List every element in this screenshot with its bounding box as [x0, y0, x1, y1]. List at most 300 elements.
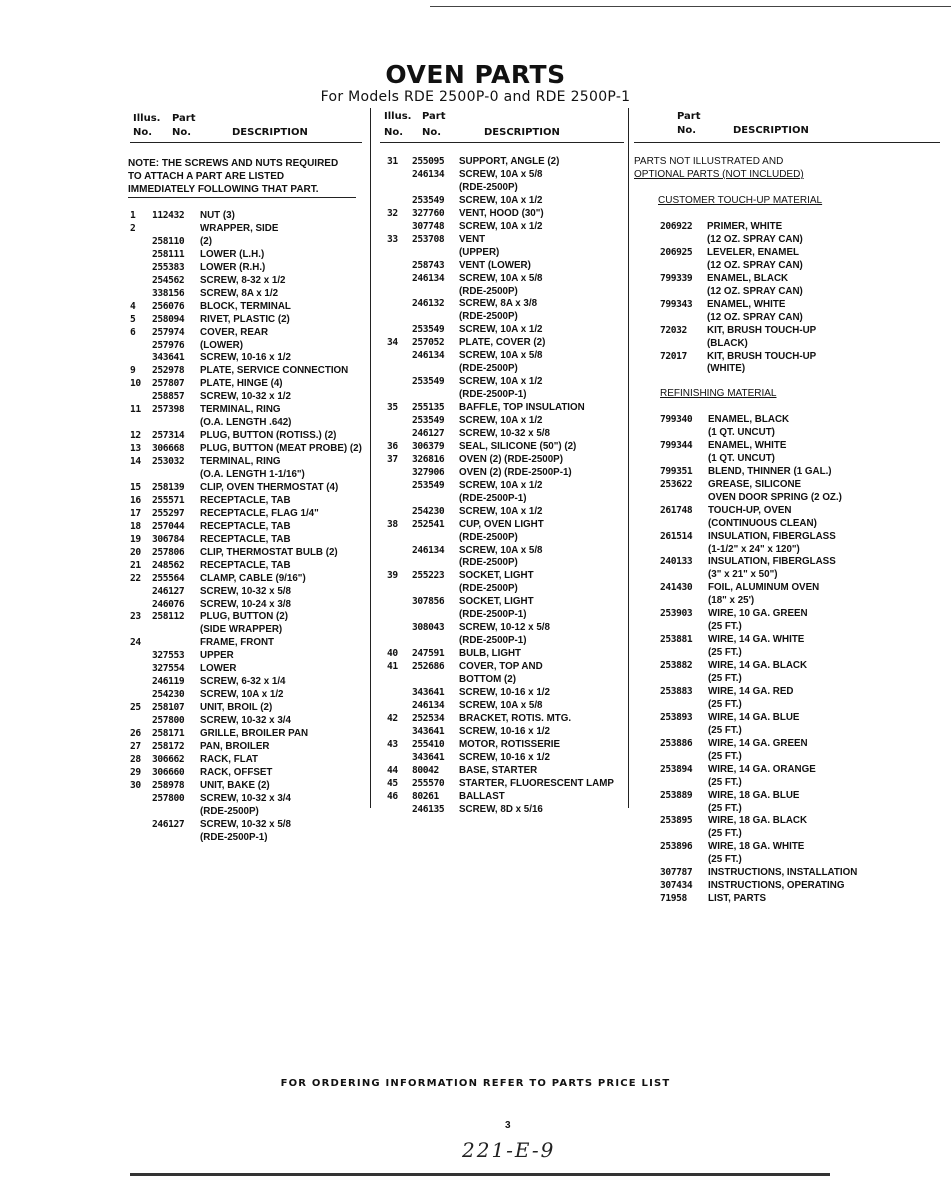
part-number: 338156	[152, 287, 185, 299]
part-number: 254230	[152, 689, 185, 701]
part-description: SCREW, 10A x 1/2	[459, 376, 543, 388]
part-number: 257314	[152, 430, 185, 442]
col3-header-description: DESCRIPTION	[733, 125, 809, 136]
part-description: WRAPPER, SIDE	[200, 222, 279, 234]
part-description: (RDE-2500P)	[459, 557, 518, 569]
part-description: (O.A. LENGTH .642)	[200, 417, 292, 429]
col2-header-description: DESCRIPTION	[484, 127, 560, 138]
part-number: 253622	[660, 478, 693, 490]
part-description: PLUG, BUTTON (ROTISS.) (2)	[200, 430, 337, 442]
part-description: RECEPTACLE, TAB	[200, 533, 291, 545]
part-description: SCREW, 10A x 1/2	[459, 324, 543, 336]
part-description: COVER, REAR	[200, 326, 269, 338]
part-number: 246127	[152, 818, 185, 830]
part-description: SEAL, SILICONE (50") (2)	[459, 440, 577, 452]
part-number: 258139	[152, 481, 185, 493]
part-description: SCREW, 10A x 1/2	[200, 689, 284, 701]
part-description: (RDE-2500P-1)	[200, 831, 268, 843]
part-description: PAN, BROILER	[200, 740, 270, 752]
col3-intro-line-2: OPTIONAL PARTS (NOT INCLUDED)	[634, 169, 804, 180]
part-description: BASE, STARTER	[459, 764, 538, 776]
part-description: (RDE-2500P-1)	[459, 389, 527, 401]
illus-number: 22	[130, 572, 141, 584]
illus-number: 27	[130, 740, 141, 752]
part-description: SCREW, 10-16 x 1/2	[459, 751, 550, 763]
part-number: 246134	[412, 168, 445, 180]
col1-header-description: DESCRIPTION	[232, 127, 308, 138]
part-number: 326816	[412, 453, 445, 465]
part-description: SCREW, 10-32 x 3/4	[200, 715, 291, 727]
part-description: (1-1/2" x 24" x 120")	[708, 543, 800, 555]
part-number: 258110	[152, 235, 185, 247]
part-description: ENAMEL, WHITE	[708, 439, 787, 451]
part-number: 327554	[152, 663, 185, 675]
illus-number: 43	[387, 738, 398, 750]
page-title: OVEN PARTS	[385, 60, 566, 89]
part-description: WIRE, 18 GA. BLUE	[708, 789, 800, 801]
part-description: (25 FT.)	[708, 750, 742, 762]
part-number: 256076	[152, 300, 185, 312]
part-description: (RDE-2500P-1)	[459, 609, 527, 621]
part-description: PLATE, COVER (2)	[459, 337, 546, 349]
part-description: ENAMEL, BLACK	[708, 414, 790, 425]
part-number: 258107	[152, 702, 185, 714]
part-number: 252541	[412, 518, 445, 530]
illus-number: 1	[130, 210, 136, 221]
illus-number: 12	[130, 430, 141, 442]
part-number: 253894	[660, 763, 693, 775]
illus-number: 34	[387, 337, 398, 349]
part-description: WIRE, 14 GA. BLACK	[708, 660, 808, 672]
part-number: 327906	[412, 466, 445, 478]
col3-header-no: No.	[677, 125, 697, 136]
part-description: (25 FT.)	[708, 647, 742, 659]
part-description: SCREW, 10-32 x 5/8	[200, 585, 291, 597]
col1-header-no: No.	[133, 127, 153, 138]
part-number: 258857	[152, 391, 185, 403]
illus-number: 2	[130, 222, 136, 234]
part-description: RIVET, PLASTIC (2)	[200, 313, 290, 325]
part-description: SCREW, 10-24 x 3/8	[200, 598, 291, 610]
part-description: FOIL, ALUMINUM OVEN	[708, 582, 820, 594]
illus-number: 40	[387, 648, 398, 660]
col1-header-illus: Illus.	[133, 113, 161, 124]
illus-number: 36	[387, 440, 398, 452]
part-description: (RDE-2500P-1)	[459, 635, 527, 647]
illus-number: 44	[387, 764, 398, 776]
part-description: PLATE, HINGE (4)	[200, 378, 283, 390]
part-number: 206922	[660, 221, 693, 232]
part-number: 258171	[152, 728, 185, 739]
part-description: LOWER (R.H.)	[200, 261, 266, 273]
col1-header-rule	[130, 142, 362, 143]
part-number: 253549	[412, 415, 445, 426]
part-description: PLUG, BUTTON (2)	[200, 611, 288, 623]
part-description: RECEPTACLE, TAB	[200, 559, 291, 571]
part-number: 253032	[152, 456, 185, 468]
part-description: LOWER (L.H.)	[200, 248, 265, 260]
part-description: COVER, TOP AND	[459, 661, 543, 673]
part-description: SOCKET, LIGHT	[459, 570, 534, 582]
part-description: BALLAST	[459, 790, 505, 802]
col2-header-rule	[380, 142, 624, 143]
part-number: 258978	[152, 779, 185, 791]
illus-number: 39	[387, 570, 398, 582]
part-description: BAFFLE, TOP INSULATION	[459, 402, 585, 414]
part-description: STARTER, FLUORESCENT LAMP	[459, 777, 614, 789]
part-description: SCREW, 8A x 3/8	[459, 298, 538, 310]
part-description: SCREW, 10A x 5/8	[459, 699, 543, 711]
part-description: (25 FT.)	[708, 802, 742, 814]
illus-number: 26	[130, 728, 141, 739]
part-number: 253549	[412, 479, 445, 491]
illus-number: 21	[130, 559, 141, 571]
part-number: 253882	[660, 660, 693, 672]
part-description: SCREW, 10-16 x 1/2	[200, 352, 291, 364]
column-divider-1	[370, 108, 371, 808]
illus-number: 14	[130, 456, 141, 468]
illus-number: 33	[387, 233, 398, 245]
part-description: SOCKET, LIGHT	[459, 596, 534, 608]
illus-number: 20	[130, 546, 141, 558]
part-description: NUT (3)	[200, 210, 235, 221]
part-number: 246127	[412, 427, 445, 439]
part-description: (LOWER)	[200, 339, 243, 351]
illus-number: 35	[387, 402, 398, 414]
part-number: 246134	[412, 350, 445, 362]
part-number: 72017	[660, 350, 687, 362]
illus-number: 6	[130, 326, 136, 338]
part-number: 246127	[152, 585, 185, 597]
part-description: ENAMEL, BLACK	[707, 272, 789, 284]
part-description: SCREW, 10A x 1/2	[459, 194, 543, 206]
part-number: 799351	[660, 465, 693, 477]
illus-number: 4	[130, 300, 136, 312]
part-number: 306668	[152, 443, 185, 455]
part-description: (12 OZ. SPRAY CAN)	[707, 259, 803, 271]
part-description: (18" x 25')	[708, 595, 755, 607]
part-description: RECEPTACLE, TAB	[200, 494, 291, 506]
col1-header-part: Part	[172, 113, 196, 124]
illus-number: 30	[130, 779, 141, 791]
part-number: 255223	[412, 570, 445, 582]
part-description: (RDE-2500P)	[459, 181, 518, 193]
part-description: SCREW, 10A x 1/2	[459, 505, 543, 517]
part-description: (1 QT. UNCUT)	[708, 426, 775, 438]
illus-number: 19	[130, 533, 141, 545]
part-description: (25 FT.)	[708, 673, 742, 684]
bottom-scan-line	[130, 1173, 830, 1176]
part-description: SCREW, 10-32 x 3/4	[200, 792, 291, 804]
illus-number: 25	[130, 702, 141, 714]
part-description: PRIMER, WHITE	[707, 221, 783, 232]
part-description: BULB, LIGHT	[459, 648, 522, 660]
part-description: FRAME, FRONT	[200, 637, 275, 649]
col1-note-line-1: NOTE: THE SCREWS AND NUTS REQUIRED	[128, 158, 339, 169]
part-number: 343641	[412, 751, 445, 763]
part-description: GREASE, SILICONE	[708, 478, 802, 490]
part-number: 255570	[412, 777, 445, 789]
part-number: 253708	[412, 233, 445, 245]
part-description: WIRE, 18 GA. BLACK	[708, 815, 808, 827]
ordering-footer: FOR ORDERING INFORMATION REFER TO PARTS PRICE LIST	[280, 1078, 671, 1089]
part-description: (RDE-2500P)	[459, 285, 518, 297]
illus-number: 31	[387, 156, 398, 167]
part-description: SUPPORT, ANGLE (2)	[459, 156, 560, 167]
part-description: (BLACK)	[707, 337, 748, 349]
part-description: OVEN (2) (RDE-2500P-1)	[459, 466, 572, 478]
part-description: TERMINAL, RING	[200, 456, 281, 468]
top-scan-line	[430, 6, 951, 7]
illus-number: 15	[130, 481, 141, 493]
part-description: VENT, HOOD (30")	[459, 207, 544, 219]
part-number: 255410	[412, 738, 445, 750]
part-description: INSULATION, FIBERGLASS	[708, 530, 836, 542]
handwritten-code: 221-E-9	[462, 1138, 556, 1162]
part-number: 253889	[660, 789, 693, 801]
part-description: (12 OZ. SPRAY CAN)	[707, 311, 803, 323]
col2-header-illus: Illus.	[384, 111, 412, 122]
illus-number: 46	[387, 790, 398, 802]
part-number: 252534	[412, 712, 445, 724]
part-description: PLUG, BUTTON (MEAT PROBE) (2)	[200, 443, 362, 455]
part-number: 255135	[412, 402, 445, 414]
part-description: INSTRUCTIONS, INSTALLATION	[708, 867, 858, 879]
part-description: INSULATION, FIBERGLASS	[708, 556, 836, 568]
part-description: RACK, OFFSET	[200, 766, 273, 778]
part-description: (1 QT. UNCUT)	[708, 452, 775, 464]
part-number: 258172	[152, 740, 185, 752]
part-description: BLOCK, TERMINAL	[200, 300, 291, 312]
part-description: (RDE-2500P)	[459, 531, 518, 543]
col2-header-part: Part	[422, 111, 446, 122]
part-number: 343641	[152, 352, 185, 364]
part-number: 255564	[152, 572, 185, 584]
part-number: 257806	[152, 546, 185, 558]
illus-number: 28	[130, 753, 141, 765]
part-description: SCREW, 10-32 x 1/2	[200, 391, 291, 403]
part-description: ENAMEL, WHITE	[707, 298, 786, 310]
part-description: KIT, BRUSH TOUCH-UP	[707, 350, 817, 362]
part-description: RACK, FLAT	[200, 753, 259, 765]
part-description: WIRE, 14 GA. GREEN	[708, 737, 808, 749]
column-divider-2	[628, 108, 629, 808]
part-number: 258112	[152, 611, 185, 623]
page-subtitle: For Models RDE 2500P-0 and RDE 2500P-1	[320, 89, 631, 105]
part-description: VENT	[459, 233, 486, 245]
illus-number: 41	[387, 661, 398, 673]
illus-number: 24	[130, 637, 141, 649]
part-number: 253903	[660, 608, 693, 620]
part-number: 112432	[152, 210, 185, 221]
part-description: LOWER	[200, 663, 237, 675]
illus-number: 17	[130, 507, 141, 519]
part-description: (25 FT.)	[708, 854, 742, 866]
part-number: 308043	[412, 622, 445, 634]
col3-header-part: Part	[677, 111, 701, 122]
illus-number: 45	[387, 777, 398, 789]
part-number: 261748	[660, 504, 693, 516]
part-description: LIST, PARTS	[708, 893, 767, 905]
part-description: (O.A. LENGTH 1-1/16")	[200, 469, 305, 480]
part-number: 246076	[152, 598, 185, 610]
part-description: (WHITE)	[707, 363, 746, 375]
part-description: BRACKET, ROTIS. MTG.	[459, 712, 572, 724]
part-description: SCREW, 8D x 5/16	[459, 803, 543, 815]
col3-intro-line-1: PARTS NOT ILLUSTRATED AND	[634, 156, 784, 167]
illus-number: 32	[387, 207, 398, 219]
part-number: 257974	[152, 326, 185, 338]
part-number: 799344	[660, 439, 693, 451]
part-number: 253549	[412, 376, 445, 388]
part-number: 255571	[152, 494, 185, 506]
part-number: 258743	[412, 259, 445, 271]
part-number: 253896	[660, 841, 693, 853]
part-number: 252978	[152, 365, 185, 377]
part-description: WIRE, 14 GA. WHITE	[708, 634, 805, 646]
part-description: (RDE-2500P)	[200, 805, 259, 817]
part-description: VENT (LOWER)	[459, 259, 531, 271]
part-number: 255095	[412, 156, 445, 167]
col1-note-line-3: IMMEDIATELY FOLLOWING THAT PART.	[128, 184, 319, 195]
part-number: 246132	[412, 298, 445, 310]
part-number: 257044	[152, 520, 185, 532]
part-description: SCREW, 10-12 x 5/8	[459, 622, 550, 634]
part-number: 343641	[412, 686, 445, 698]
part-description: (25 FT.)	[708, 621, 742, 633]
part-number: 799339	[660, 272, 693, 284]
illus-number: 42	[387, 712, 398, 724]
part-description: (25 FT.)	[708, 828, 742, 840]
part-number: 327760	[412, 207, 445, 219]
part-description: SCREW, 10A x 1/2	[459, 479, 543, 491]
illus-number: 37	[387, 453, 398, 465]
part-number: 258094	[152, 313, 185, 325]
part-description: SCREW, 6-32 x 1/4	[200, 676, 286, 688]
illus-number: 5	[130, 313, 136, 325]
part-description: UNIT, BAKE (2)	[200, 779, 270, 791]
col3-header-rule	[634, 142, 940, 143]
part-description: SCREW, 10A x 5/8	[459, 168, 543, 180]
part-description: SCREW, 10-32 x 5/8	[200, 818, 291, 830]
part-number: 253549	[412, 324, 445, 336]
part-description: SCREW, 8-32 x 1/2	[200, 274, 286, 286]
part-number: 306660	[152, 766, 185, 778]
part-number: 253883	[660, 685, 693, 697]
part-description: (UPPER)	[459, 246, 500, 258]
part-description: SCREW, 10A x 5/8	[459, 544, 543, 556]
illus-number: 38	[387, 518, 398, 530]
part-number: 72032	[660, 324, 687, 336]
part-number: 206925	[660, 246, 693, 258]
part-description: CUP, OVEN LIGHT	[459, 518, 544, 530]
part-number: 253549	[412, 194, 445, 206]
part-number: 306379	[412, 440, 445, 452]
part-description: (12 OZ. SPRAY CAN)	[707, 285, 803, 297]
part-number: 254230	[412, 505, 445, 517]
illus-number: 23	[130, 611, 141, 623]
part-description: BLEND, THINNER (1 GAL.)	[708, 465, 832, 477]
part-number: 253895	[660, 815, 693, 827]
part-number: 246134	[412, 544, 445, 556]
part-description: CLIP, OVEN THERMOSTAT (4)	[200, 481, 339, 493]
part-description: SCREW, 10A x 5/8	[459, 272, 543, 284]
part-number: 257976	[152, 339, 185, 351]
part-number: 241430	[660, 582, 693, 594]
part-number: 307434	[660, 880, 693, 892]
part-description: GRILLE, BROILER PAN	[200, 728, 309, 739]
part-number: 246135	[412, 803, 445, 815]
part-number: 71958	[660, 893, 687, 905]
part-description: WIRE, 14 GA. RED	[708, 685, 794, 697]
part-description: SCREW, 10A x 1/2	[459, 220, 543, 232]
part-description: TOUCH-UP, OVEN	[708, 504, 792, 516]
illus-number: 29	[130, 766, 141, 778]
part-number: 246134	[412, 699, 445, 711]
part-number: 257807	[152, 378, 185, 390]
page-number: 3	[505, 1120, 511, 1131]
col2-header-no: No.	[384, 127, 404, 138]
col1-note-line-2: TO ATTACH A PART ARE LISTED	[128, 171, 285, 182]
illus-number: 16	[130, 494, 141, 506]
part-description: SCREW, 10-16 x 1/2	[459, 725, 550, 737]
illus-number: 9	[130, 365, 136, 377]
part-description: SCREW, 8A x 1/2	[200, 287, 279, 299]
part-description: (3" x 21" x 50")	[708, 569, 778, 581]
part-description: (RDE-2500P-1)	[459, 492, 527, 504]
part-description: WIRE, 14 GA. BLUE	[708, 711, 800, 723]
part-number: 327553	[152, 650, 185, 662]
part-description: (RDE-2500P)	[459, 583, 518, 595]
part-number: 258111	[152, 248, 185, 260]
part-description: RECEPTACLE, FLAG 1/4"	[200, 507, 319, 519]
part-number: 307856	[412, 596, 445, 608]
section-customer-touchup: CUSTOMER TOUCH-UP MATERIAL	[658, 195, 823, 206]
part-description: BOTTOM (2)	[459, 674, 516, 685]
part-number: 240133	[660, 556, 693, 568]
col1-note-underline	[128, 197, 356, 198]
part-description: LEVELER, ENAMEL	[707, 246, 799, 258]
part-number: 257800	[152, 792, 185, 804]
part-description: UPPER	[200, 650, 234, 662]
illus-number: 11	[130, 404, 141, 416]
part-description: SCREW, 10-16 x 1/2	[459, 686, 550, 698]
part-number: 257398	[152, 404, 185, 416]
illus-number: 18	[130, 520, 141, 532]
part-number: 247591	[412, 648, 445, 660]
part-description: (RDE-2500P)	[459, 363, 518, 375]
part-number: 306784	[152, 533, 185, 545]
part-number: 257800	[152, 715, 185, 727]
part-description: RECEPTACLE, TAB	[200, 520, 291, 532]
part-number: 307787	[660, 867, 693, 879]
col2-header-no2: No.	[422, 127, 442, 138]
illus-number: 13	[130, 443, 141, 455]
part-number: 307748	[412, 220, 445, 232]
part-number: 254562	[152, 274, 185, 286]
part-description: SCREW, 10A x 5/8	[459, 350, 543, 362]
illus-number: 10	[130, 378, 141, 390]
part-description: WIRE, 14 GA. ORANGE	[708, 763, 816, 775]
part-number: 255297	[152, 507, 185, 519]
part-description: WIRE, 18 GA. WHITE	[708, 841, 805, 853]
part-description: KIT, BRUSH TOUCH-UP	[707, 324, 817, 336]
part-number: 261514	[660, 530, 693, 542]
part-description: SCREW, 10-32 x 5/8	[459, 427, 550, 439]
part-number: 80261	[412, 790, 439, 802]
part-number: 255383	[152, 261, 185, 273]
part-description: CLAMP, CABLE (9/16")	[200, 572, 306, 584]
